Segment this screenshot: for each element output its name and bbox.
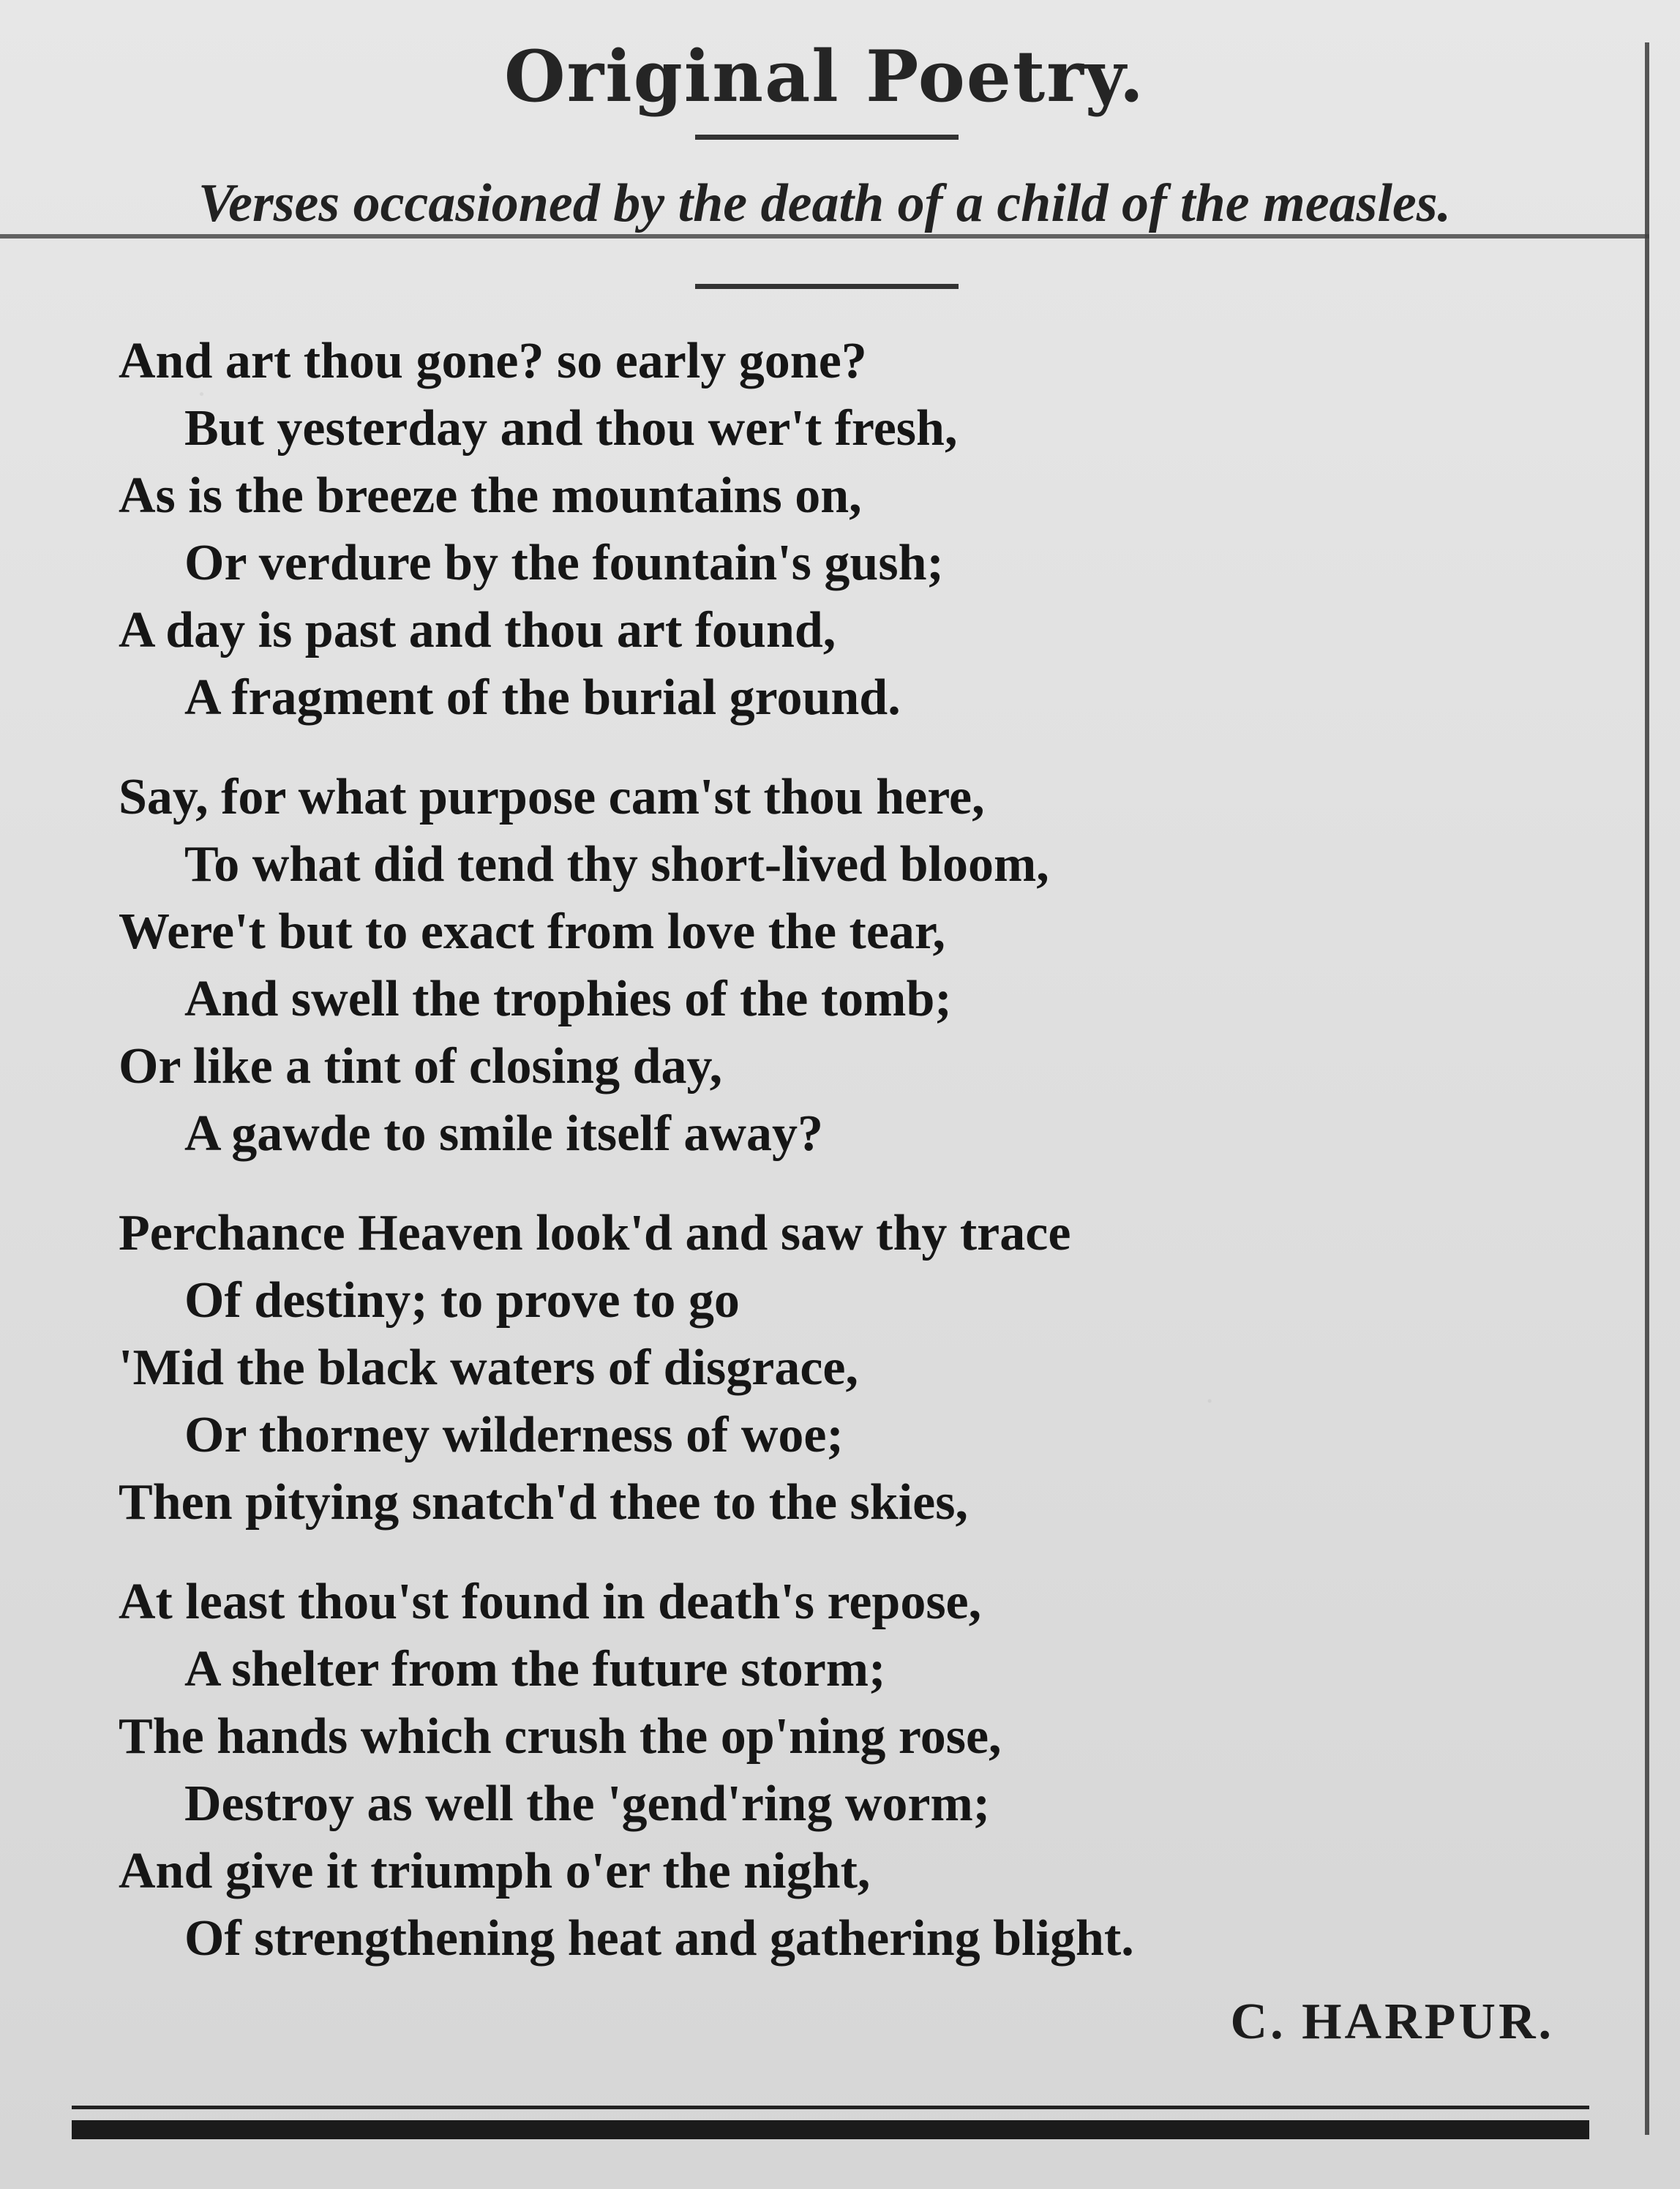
- poem-line: And swell the trophies of the tomb;: [184, 971, 952, 1027]
- stanza-2: [119, 764, 1582, 1168]
- poem-line: As is the breeze the mountains on,: [119, 468, 862, 524]
- title-rule: [695, 284, 959, 289]
- poem-line: Or thorney wilderness of woe;: [184, 1407, 844, 1463]
- poem-line: And give it triumph o'er the night,: [119, 1843, 871, 1899]
- poem-line: But yesterday and thou wer't fresh,: [184, 400, 958, 457]
- author-signature: C. HARPUR.: [1230, 1994, 1554, 2050]
- poem-line: Of strengthening heat and gathering blight.: [184, 1910, 1134, 1967]
- poem-line: Of destiny; to prove to go: [184, 1272, 740, 1329]
- poem-body: [119, 328, 1582, 2005]
- poem-line: Or like a tint of closing day,: [119, 1038, 723, 1094]
- heading-rule: [695, 135, 959, 140]
- poem-line: 'Mid the black waters of disgrace,: [119, 1340, 858, 1396]
- stanza-4: [119, 1569, 1582, 1972]
- poem-line: Were't but to exact from love the tear,: [119, 904, 946, 960]
- poem-line: The hands which crush the op'ning rose,: [119, 1708, 1002, 1765]
- poem-line: Then pitying snatch'd thee to the skies,: [119, 1474, 968, 1531]
- bottom-thick-rule: [72, 2120, 1589, 2139]
- poem-line: A shelter from the future storm;: [184, 1641, 886, 1697]
- poem-line: Destroy as well the 'gend'ring worm;: [184, 1776, 991, 1832]
- poem-line: A fragment of the burial ground.: [184, 669, 901, 726]
- poem-line: Or verdure by the fountain's gush;: [184, 535, 944, 591]
- bottom-thin-rule: [72, 2106, 1589, 2109]
- poem-line: To what did tend thy short-lived bloom,: [184, 836, 1049, 893]
- poem-line: At least thou'st found in death's repose,: [119, 1574, 982, 1630]
- stanza-1: [119, 328, 1582, 732]
- stanza-3: [119, 1200, 1582, 1536]
- poem-line: Perchance Heaven look'd and saw thy trace: [119, 1205, 1071, 1261]
- poem-title: Verses occasioned by the death of a child of the measles.: [198, 173, 1452, 233]
- poem-line: A gawde to smile itself away?: [184, 1105, 823, 1162]
- poem-line: A day is past and thou art found,: [119, 602, 836, 658]
- poem-line: Say, for what purpose cam'st thou here,: [119, 769, 985, 825]
- column-right-border: [1645, 42, 1649, 2135]
- section-heading: Original Poetry.: [504, 35, 1145, 118]
- poem-line: And art thou gone? so early gone?: [119, 333, 867, 389]
